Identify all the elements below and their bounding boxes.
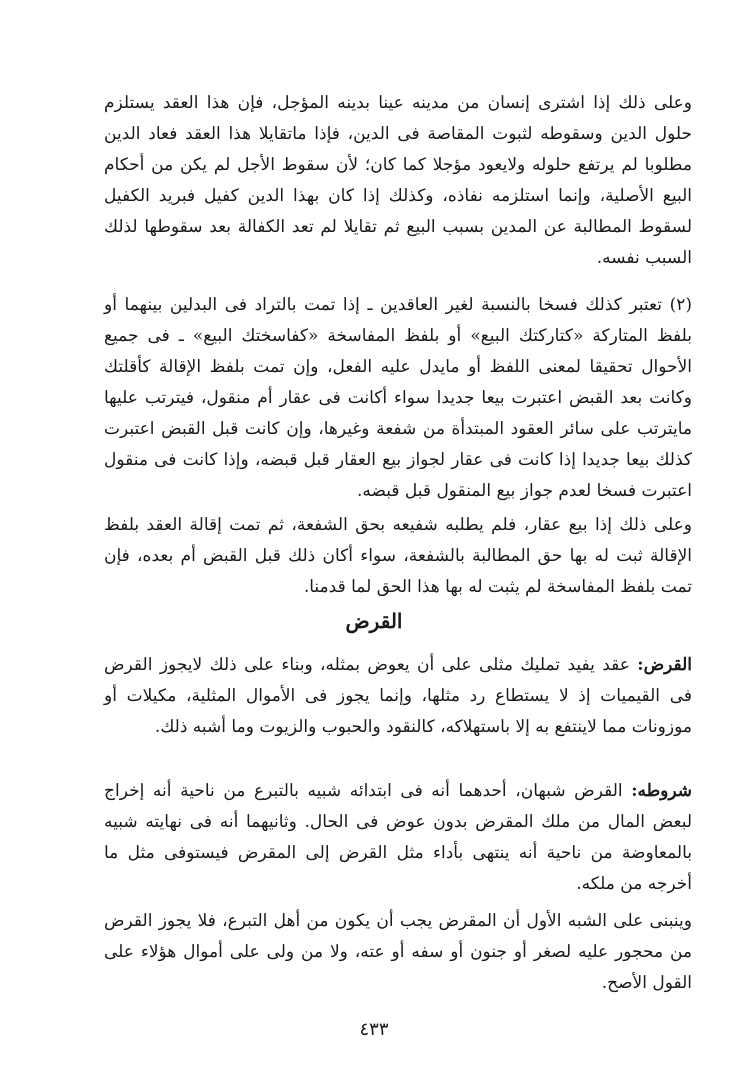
- conditions-text: القرض شبهان، أحدهما أنه فى ابتدائه شبيه بالتبرع من ناحية أنه إخراج لبعض المال من ملك المقرض بدون عوض فى الحال. وثانيهما أنه فى نهايته شبيه بالمعاوضة من ناحية أنه ينتهى بأداء مثل القرض إلى المقرض فيستوفى مثل ما أخرجه من ملكه.: [104, 781, 692, 894]
- definition-text: عقد يفيد تمليك مثلى على أن يعوض بمثله، وبناء على ذلك لايجوز القرض فى القيميات إذ لا يستطاع رد مثلها، وإنما يجوز فى الأموال المثلية، مكيلات أو موزونات مما لاينتفع به إلا باستهلاكه، كالنقود والحبوب والزيوت وما أشبه ذلك.: [104, 655, 692, 737]
- definition-term: القرض:: [637, 655, 693, 675]
- paragraph-lender-capacity: وينبنى على الشبه الأول أن المقرض يجب أن يكون من أهل التبرع، فلا يجوز القرض من محجور عليه لصغر أو جنون أو سفه أو عته، ولا من ولى على أموال هؤلاء على القول الأصح.: [104, 911, 692, 993]
- paragraph-rescission-third-parties: (٢) تعتبر كذلك فسخا بالنسبة لغير العاقدين ـ إذا تمت بالتراد فى البدلين بينهما أو بلفظ المتاركة «كتاركتك البيع» أو بلفظ المفاسخة «كفاسختك البيع» ـ فى جميع الأحوال تحقيقا لمعنى اللفظ أو مايدل عليه الفعل، وإن تمت بلفظ الإقالة كأقلتك وكانت بعد القبض اعتبرت بيعا جديدا سواء أكانت فى عقار أم منقول، فيترتب عليها مايترتب على سائر العقود المبتدأة من شفعة وغيرها، وإن كانت قبل القبض اعتبرت كذلك بيعا جديدا إذا كانت فى عقار لجواز بيع العقار قبل قبضه، وإذا كانت فى منقول اعتبرت فسخا لعدم جواز بيع المنقول قبل قبضه.: [104, 295, 693, 501]
- section-heading-loan: القرض: [345, 609, 403, 633]
- page-number: ٤٣٣: [359, 1019, 389, 1040]
- paragraph-loan-conditions: [104, 776, 692, 900]
- conditions-term: شروطه:: [631, 781, 692, 801]
- paragraph-loan-definition: [104, 650, 692, 743]
- paragraph-preemption-example: وعلى ذلك إذا بيع عقار، فلم يطلبه شفيعه بحق الشفعة، ثم تمت إقالة العقد بلفظ الإقالة ثبت له بها حق المطالبة بالشفعة، سواء أكان ذلك قبل القبض أم بعده، فإن تمت بلفظ المفاسخة لم يثبت له بها هذا الحق لما قدمنا.: [104, 515, 692, 597]
- paragraph-debt-offset: وعلى ذلك إذا اشترى إنسان من مدينه عينا بدينه المؤجل، فإن هذا العقد يستلزم حلول الدين وسقوطه لثبوت المقاصة فى الدين، فإذا ماتقايلا هذا العقد فعاد الدين مطلوبا لم يرتفع حلوله ولايعود مؤجلا كما كان؛ لأن سقوط الأجل لم يكن من أحكام البيع الأصلية، وإنما استلزمه نفاذه، وكذلك إذا كان بهذا الدين كفيل فبريد الكفيل لسقوط المطالبة عن المدين بسبب البيع ثم تقايلا لم تعد الكفالة بعد سقوطها لذلك السبب نفسه.: [104, 93, 692, 268]
